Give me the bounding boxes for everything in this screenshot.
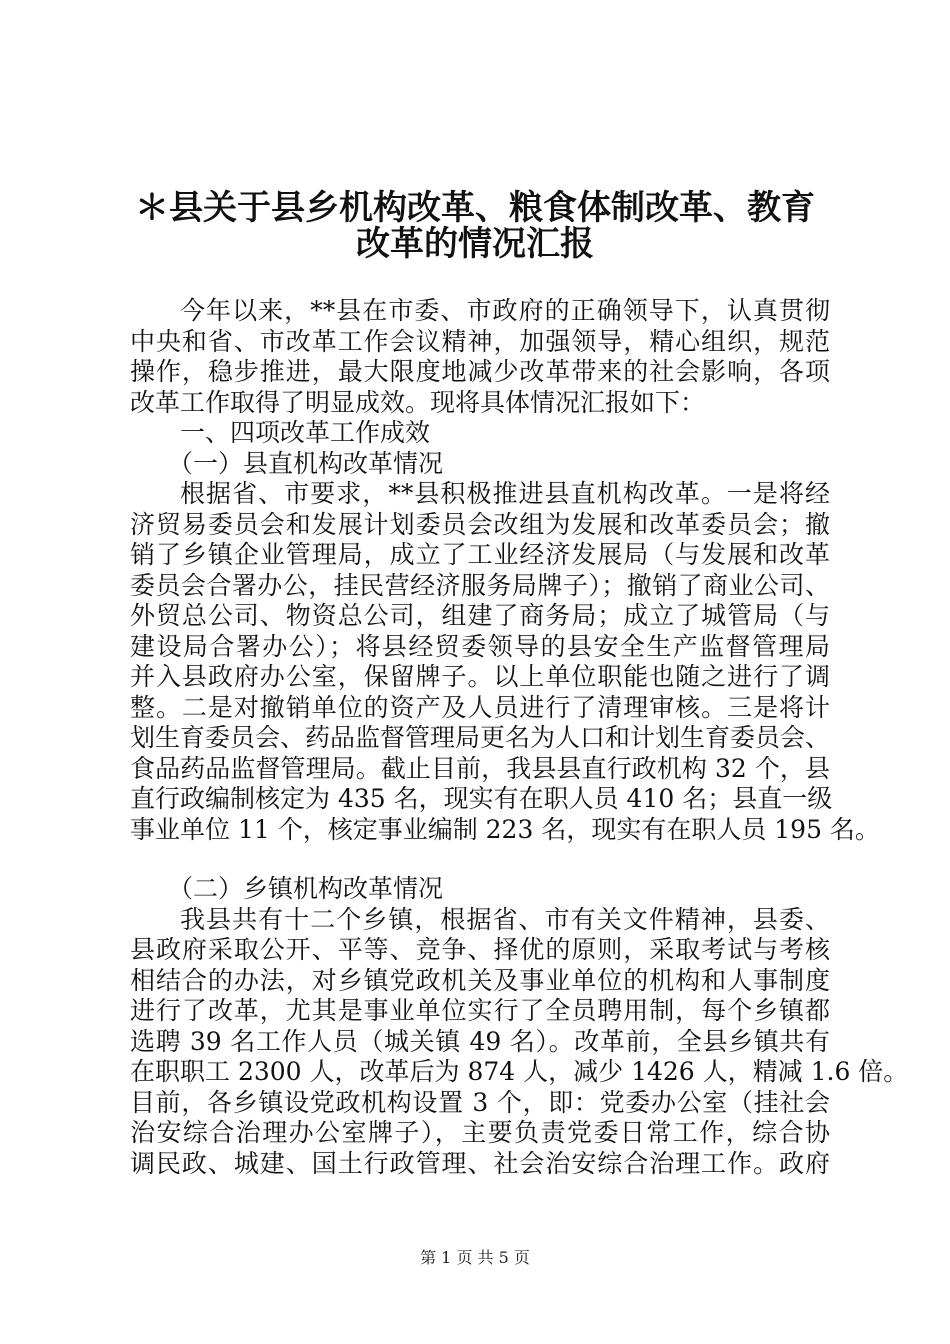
paragraph-line: 根据省、市要求，**县积极推进县直机构改革。一是将经 [180,479,830,508]
paragraph-line: 济贸易委员会和发展计划委员会改组为发展和改革委员会；撤 [130,509,830,539]
paragraph-line: 选聘 39 名工作人员（城关镇 49 名）。改革前，全县乡镇共有 [130,1026,830,1056]
paragraph-line: 我县共有十二个乡镇，根据省、市有关文件精神，县委、 [180,904,830,934]
paragraph-line: 事业单位 11 个，核定事业编制 223 名，现实有在职人员 195 名。 [130,814,880,844]
paragraph-line: 操作，稳步推进，最大限度地减少改革带来的社会影响，各项 [130,357,830,386]
paragraph-line: 整。二是对撤销单位的资产及人员进行了清理审核。三是将计 [130,692,830,722]
section-heading: 一、四项改革工作成效 [180,418,431,447]
paragraph-line: 委员会合署办公，挂民营经济服务局牌子）；撤销了商业公司、 [130,570,830,600]
document-body-continued [130,874,909,1179]
paragraph-line: 进行了改革，尤其是事业单位实行了全员聘用制，每个乡镇都 [130,996,830,1025]
paragraph-line: 相结合的办法，对乡镇党政机关及事业单位的机构和人事制度 [130,965,830,995]
paragraph-line: 目前，各乡镇设党政机构设置 3 个，即：党委办公室（挂社会 [130,1087,830,1117]
paragraph-line: 调民政、城建、国土行政管理、社会治安综合治理工作。政府 [130,1148,830,1178]
document-title-line-2: 改革的情况汇报 [356,224,594,264]
paragraph-line: 在职职工 2300 人，改革后为 874 人，减少 1426 人，精减 1.6 倍。 [130,1057,909,1086]
paragraph-line: 治安综合治理办公室牌子），主要负责党委日常工作，综合协 [130,1118,830,1147]
paragraph-line: 县政府采取公开、平等、竞争、择优的原则，采取考试与考核 [130,935,830,964]
paragraph-line: 外贸总公司、物资总公司，组建了商务局；成立了城管局（与 [130,601,830,630]
subsection-heading: （一）县直机构改革情况 [168,448,444,478]
paragraph-line: 中央和省、市改革工作会议精神，加强领导，精心组织，规范 [130,326,830,356]
document-title-line-1: ＊县关于县乡机构改革、粮食体制改革、教育 [135,188,815,228]
paragraph-line: 销了乡镇企业管理局，成立了工业经济发展局（与发展和改革 [130,540,830,569]
document-body [130,296,880,845]
paragraph-line: 今年以来，**县在市委、市政府的正确领导下，认真贯彻 [180,296,830,325]
paragraph-line: 划生育委员会、药品监督管理局更名为人口和计划生育委员会、 [130,723,831,752]
subsection-heading: （二）乡镇机构改革情况 [168,874,444,903]
paragraph-line: 改革工作取得了明显成效。现将具体情况汇报如下： [130,387,706,417]
paragraph-line: 食品药品监督管理局。截止目前，我县县直行政机构 32 个，县 [130,753,830,783]
paragraph-line: 建设局合署办公）；将县经贸委领导的县安全生产监督管理局 [130,631,830,661]
paragraph-line: 直行政编制核定为 435 名，现实有在职人员 410 名；县直一级 [130,784,833,813]
page-footer: 第 1 页 共 5 页 [420,1248,530,1267]
paragraph-line: 并入县政府办公室，保留牌子。以上单位职能也随之进行了调 [130,662,830,691]
